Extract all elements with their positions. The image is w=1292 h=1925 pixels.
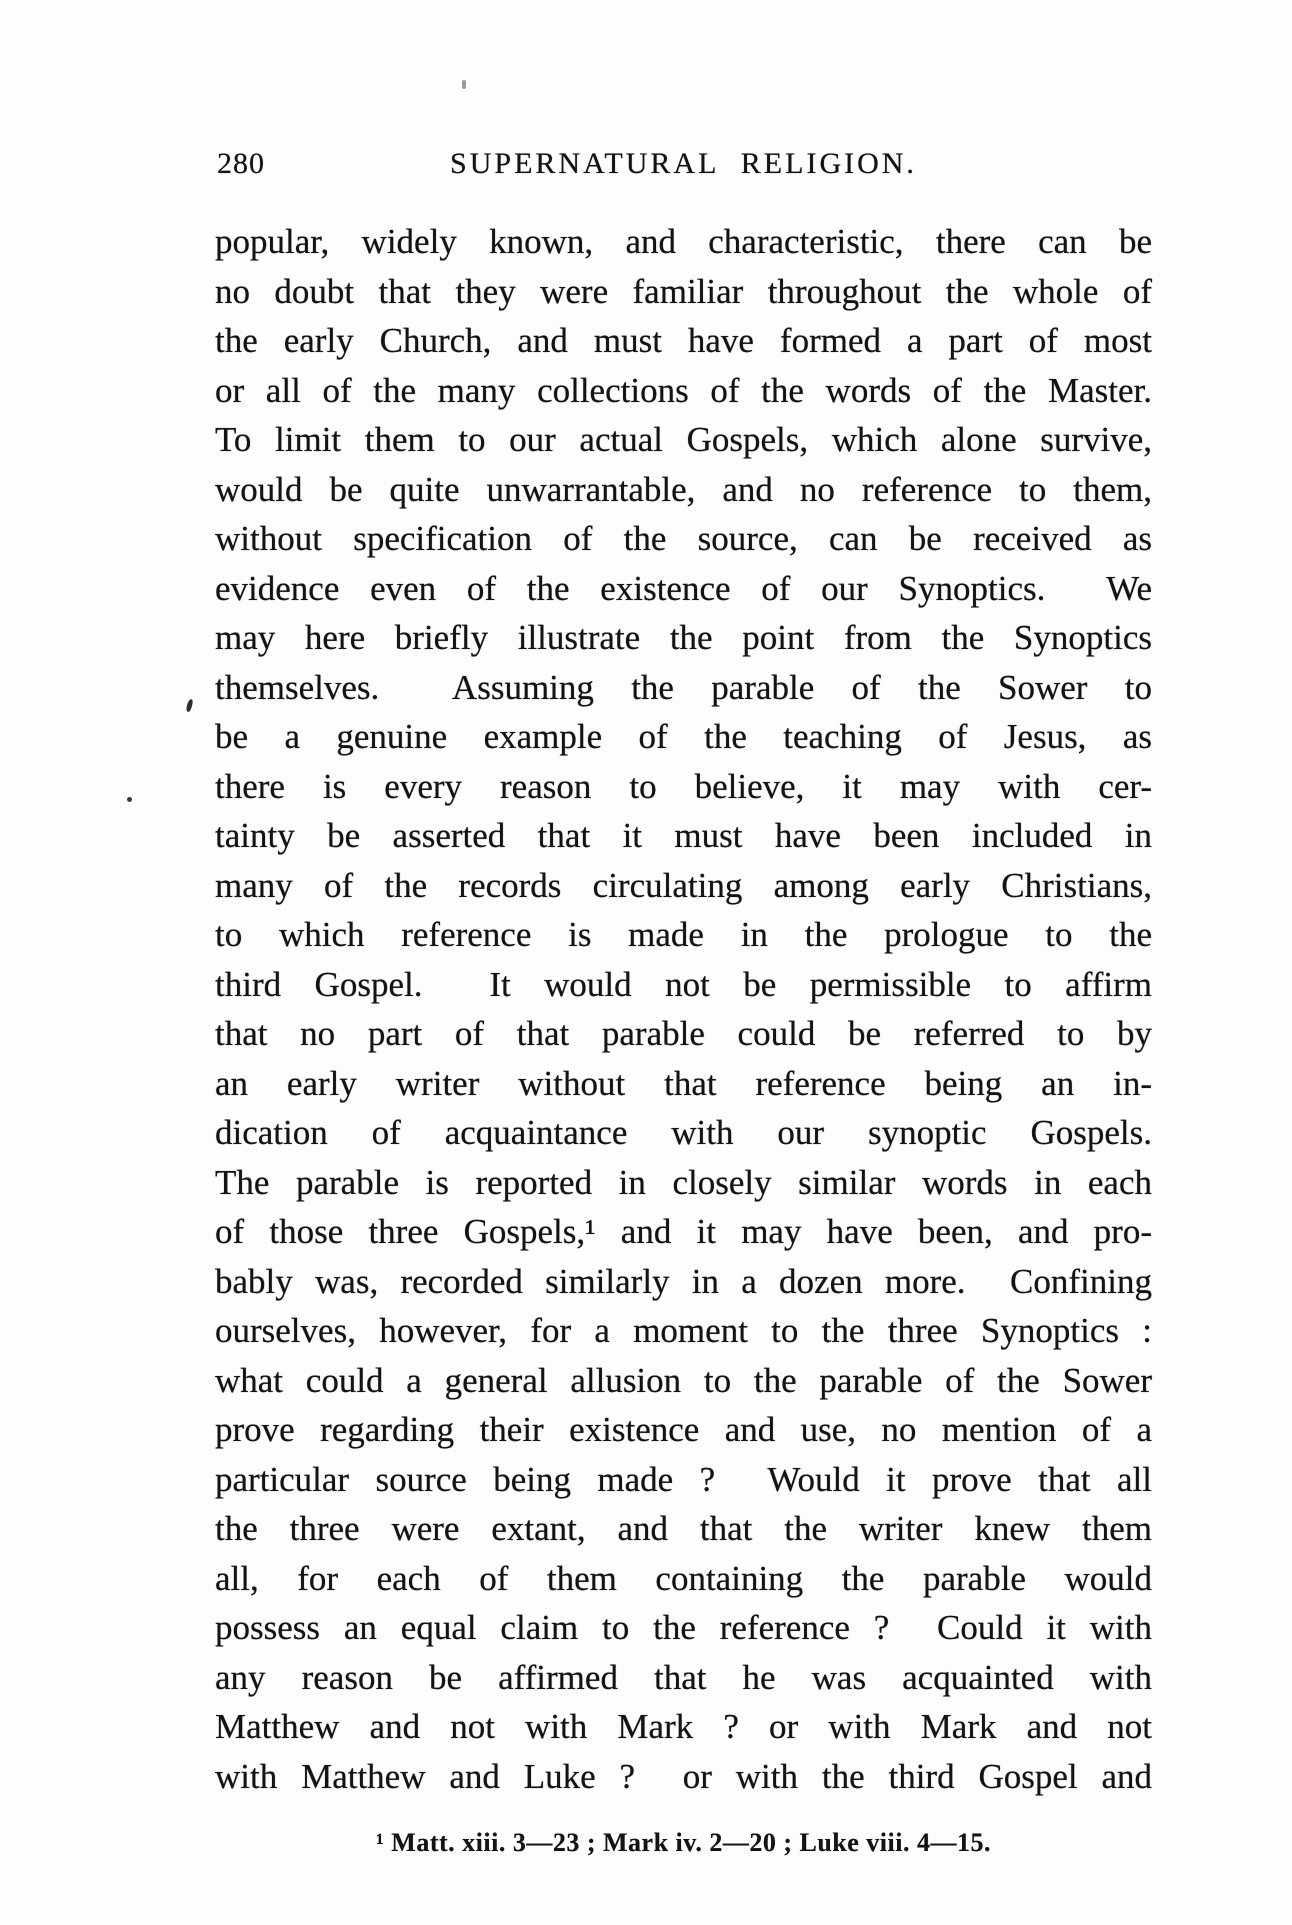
scan-artifact-dot (127, 797, 132, 802)
text-line: bably was, recorded similarly in a dozen more. Confining (215, 1261, 1152, 1301)
text-line: themselves. Assuming the parable of the Sower to (215, 667, 1152, 707)
text-line: popular, widely known, and characteristic, there can be (215, 222, 1152, 261)
text-line: be a genuine example of the teaching of Jesus, as (215, 717, 1152, 756)
text-line: The parable is reported in closely similar words in each (215, 1162, 1152, 1202)
text-line: Matthew and not with Mark ? or with Mark and not (215, 1707, 1152, 1746)
text-line: third Gospel. It would not be permissible to affirm (215, 964, 1152, 1004)
text-line: dication of acquaintance with our synoptic Gospels. (215, 1113, 1152, 1152)
text-line: possess an equal claim to the reference ? Could it with (215, 1608, 1152, 1647)
footnote: ¹ Matt. xiii. 3—23 ; Mark iv. 2—20 ; Luke viii. 4—15. (376, 1828, 991, 1857)
text-line: all, for each of them containing the parable would (215, 1558, 1152, 1598)
text-line: the early Church, and must have formed a part of most (215, 321, 1152, 360)
text-line: prove regarding their existence and use, no mention of a (215, 1410, 1152, 1449)
text-line: the three were extant, and that the writer knew them (215, 1509, 1152, 1548)
text-line: evidence even of the existence of our Synoptics. We (215, 568, 1152, 608)
body-text (215, 217, 1152, 1801)
text-line: to which reference is made in the prologue to the (215, 915, 1152, 954)
running-title: SUPERNATURAL RELIGION. (450, 147, 917, 180)
text-line: with Matthew and Luke ? or with the third Gospel and (215, 1756, 1152, 1796)
text-line: tainty be asserted that it must have been included in (215, 816, 1152, 855)
text-line: any reason be affirmed that he was acquainted with (215, 1657, 1152, 1697)
text-line: would be quite unwarrantable, and no reference to them, (215, 469, 1152, 509)
text-line: there is every reason to believe, it may with cer- (215, 766, 1152, 806)
page-header (215, 149, 1152, 183)
text-line: particular source being made ? Would it prove that all (215, 1459, 1152, 1499)
text-line: may here briefly illustrate the point from the Synoptics (215, 618, 1152, 657)
scan-artifact-speck (462, 80, 466, 89)
text-line: To limit them to our actual Gospels, which alone survive, (215, 420, 1152, 459)
text-line: no doubt that they were familiar throughout the whole of (215, 271, 1152, 311)
text-line: without specification of the source, can be received as (215, 519, 1152, 558)
text-line: many of the records circulating among early Christians, (215, 865, 1152, 905)
text-line: of those three Gospels,¹ and it may have been, and pro- (215, 1212, 1152, 1251)
text-line: or all of the many collections of the words of the Master. (215, 370, 1152, 410)
text-line: what could a general allusion to the parable of the Sower (215, 1360, 1152, 1400)
page-number: 280 (217, 147, 265, 180)
scan-artifact-comma (186, 699, 194, 713)
text-line: ourselves, however, for a moment to the three Synoptics : (215, 1311, 1152, 1350)
text-line: that no part of that parable could be referred to by (215, 1014, 1152, 1053)
text-line: an early writer without that reference being an in- (215, 1063, 1152, 1103)
